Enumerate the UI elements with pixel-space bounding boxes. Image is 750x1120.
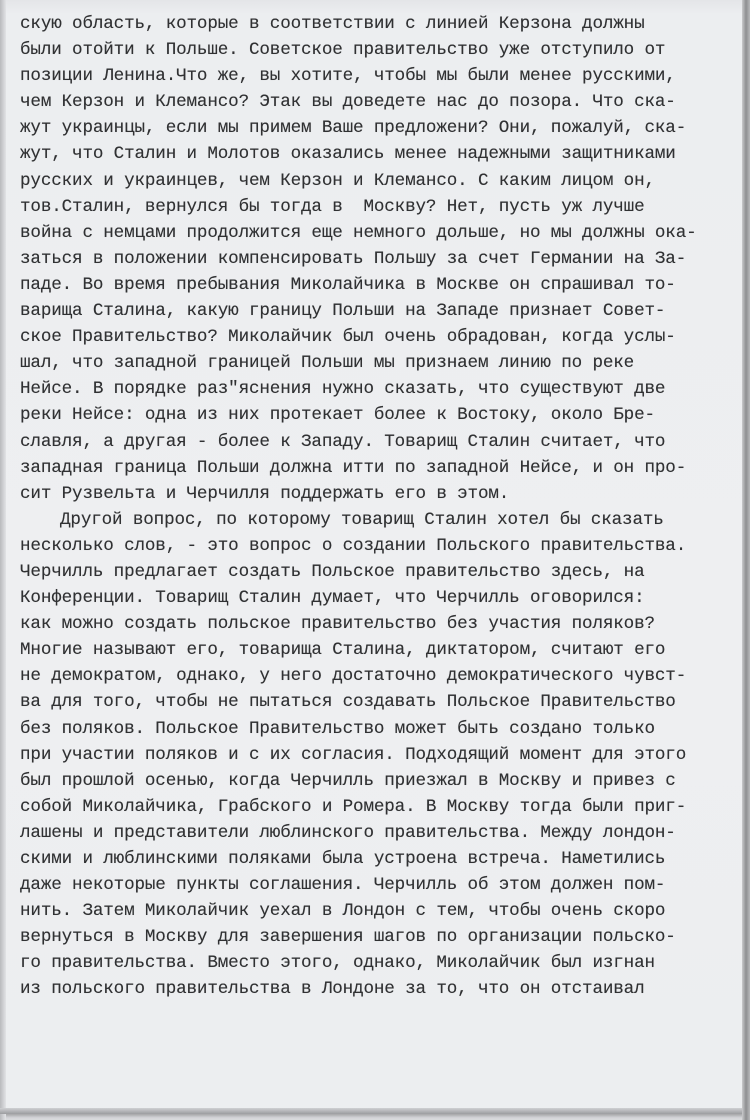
text-line: тов.Сталин, вернулся бы тогда в Москву? Нет, пусть уж лучше (20, 196, 645, 217)
text-line: Многие называют его, товарища Сталина, диктатором, считают его (20, 640, 666, 661)
text-line: варища Сталина, какую границу Польши на Западе признает Совет- (20, 301, 666, 322)
text-line: жут, что Сталин и Молотов оказались менее надежными защитниками (20, 144, 676, 165)
text-line: заться в положении компенсировать Польшу за счет Германии на За- (20, 248, 687, 269)
document-body (20, 11, 740, 1003)
text-line: при участии поляков и с их согласия. Подходящий момент для этого (20, 744, 687, 765)
text-line: ское Правительство? Миколайчик был очень обрадован, когда услы- (20, 327, 676, 348)
text-line: Конференции. Товарищ Сталин думает, что Черчилль оговорился: (20, 588, 645, 609)
text-line: нить. Затем Миколайчик уехал в Лондон с тем, чтобы очень скоро (20, 901, 666, 922)
page-bottom-shadow (0, 1108, 750, 1114)
text-line: из польского правительства в Лондоне за то, что он отстаивал (20, 979, 645, 1000)
text-line: как можно создать польское правительство без участия поляков? (20, 614, 655, 635)
text-line: западная граница Польши должна итти по западной Нейсе, и он про- (20, 457, 687, 478)
page-left-shadow (0, 0, 6, 1120)
text-line: не демократом, однако, у него достаточно демократического чувст- (20, 666, 687, 687)
text-line: без поляков. Польское Правительство может быть создано только (20, 718, 655, 739)
text-line: русских и украинцев, чем Керзон и Клемансо. С каким лицом он, (20, 170, 655, 191)
text-line: паде. Во время пребывания Миколайчика в Москве он спрашивал то- (20, 274, 676, 295)
text-line: жут украинцы, если мы примем Ваше предложени? Они, пожалуй, ска- (20, 118, 687, 139)
text-line: собой Миколайчика, Грабского и Ромера. В Москву тогда были приг- (20, 796, 687, 817)
text-line: несколько слов, - это вопрос о создании Польского правительства. (20, 535, 687, 556)
text-line: скую область, которые в соответствии с линией Керзона должны (20, 14, 645, 34)
text-line: были отойти к Польше. Советское правительство уже отступило от (20, 40, 666, 61)
text-line: был прошлой осенью, когда Черчилль приезжал в Москву и привез с (20, 770, 676, 791)
text-line: лашены и представители люблинского правительства. Между лондон- (20, 822, 676, 843)
text-line: шал, что западной границей Польши мы признаем линию по реке (20, 353, 635, 374)
text-line: го правительства. Вместо этого, однако, Миколайчик был изгнан (20, 953, 655, 974)
text-line: вернуться в Москву для завершения шагов по организации польско- (20, 927, 676, 948)
text-line: скими и люблинскими поляками была устроена встреча. Наметились (20, 849, 666, 869)
text-line: Черчилль предлагает создать Польское правительство здесь, на (20, 561, 645, 582)
text-line: славля, а другая - более к Западу. Товарищ Сталин считает, что (20, 431, 666, 452)
text-line: позиции Ленина.Что же, вы хотите, чтобы мы были менее русскими, (20, 66, 676, 87)
text-line: Нейсе. В порядке раз"яснения нужно сказать, что существуют две (20, 379, 666, 400)
text-line: ва для того, чтобы не пытаться создавать Польское Правительство (20, 692, 676, 713)
text-line: даже некоторые пункты соглашения. Черчилль об этом должен пом- (20, 875, 666, 896)
text-line: реки Нейсе: одна из них протекает более к Востоку, около Бре- (20, 405, 655, 426)
text-line: война с немцами продолжится еще немного дольше, но мы должны ока- (20, 222, 697, 243)
page-right-edge (742, 0, 750, 1120)
text-line: сит Рузвельта и Черчилля поддержать его в этом. (20, 483, 510, 504)
text-line: чем Керзон и Клемансо? Этак вы доведете нас до позора. Что ска- (20, 92, 676, 113)
paragraph-first-line: Другой вопрос, по которому товарищ Сталин хотел бы сказать (60, 509, 664, 530)
